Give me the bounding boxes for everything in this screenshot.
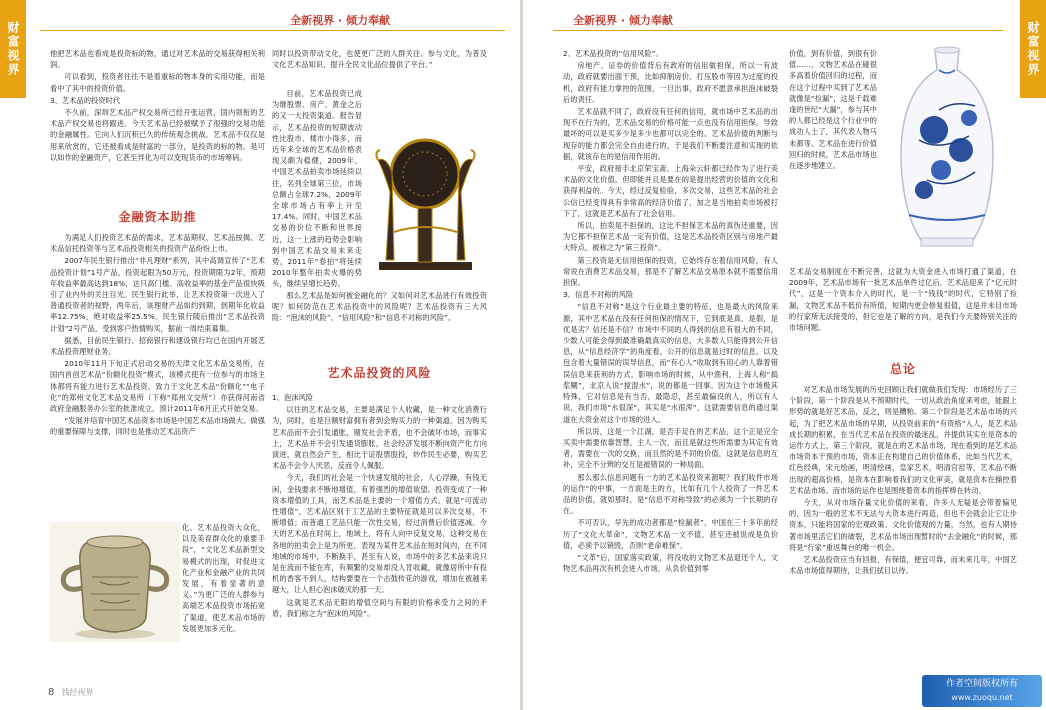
magazine-brand: 钱经视界 <box>61 688 94 697</box>
porcelain-vase-illustration <box>879 40 1015 258</box>
page-number: 8 <box>48 687 55 698</box>
header-band-left: 全新视界 · 倾力奉献 <box>290 14 390 27</box>
subheading: 3、信息不对称的风险 <box>563 290 634 300</box>
left-col1-top <box>50 48 265 180</box>
paragraph: 房地产、证券的价值背后有政府的信用做担保，所以一有波动，政府就要出面干预，比如抑制房价、打压股市等因为过度的投机，政府有能力掌控的范围，一旦出事，政府不愿意承担泡沫破裂后的责任。 <box>563 61 778 104</box>
right-page <box>523 0 1046 710</box>
paragraph: 不久前，深圳艺术品产权交易所已经开张运营，国内领衔的艺术品产权交易也将跟进。今天艺术品已经被赋予了很强的交易功能的金融属性。它向人们沉积已久的传统观念挑战，艺术品不仅仅是用来欣赏的，它还被看成是财富的一部分，是投资的标的物。是可以如作的金融资产，它甚至异化为可以变现货币的市场筹码。 <box>50 108 265 162</box>
right-col1 <box>563 48 778 684</box>
paragraph: 那么艺术品是如何被金融化的？又如何对艺术品进行有效投资呢？如何防范在艺术品投资中的风险呢？艺术品投资有三大风险：“泡沫的风险”、“信用风险”和“信息不对称的风险”。 <box>272 291 487 323</box>
section-title-financial-capital: 金融资本助推 <box>118 210 197 224</box>
paragraph: 2010年11月下旬正式启动交易的天津文化艺术品交易所，在国内首创艺术品“份额化投资”模式，该模式使有一位参与的市场主体都将有能力进行艺术品投资，致力于文化艺术品“份额化”“电子化”的郑州文化艺术品交易所（下称“郑州文交所”）亦获得河南省政府金融服务办公室的批准成立，预计2011年6月正式开始交易。 <box>50 359 265 414</box>
paragraph: 今天，我们的社会是一个快速发展的社会，人心浮躁，有钱无闲，金钱要求不断地增值，有着强烈的增值欲望。投资变成了一种资本增值的工具，而艺术品是主要的一个增值方式。就是“可流动性增值”，艺术品区别于工艺品的主要特征就是可以多次交易，不断增值；而普通工艺品只能一次性交易，经过消费后价值逐减。今天的艺术品在时间上，地域上，将有人向中反复交易，这种交易在各地的拍卖会上是为所更，表现为某件艺术品在短时间内，在不同地域的市场中，不断换手，甚至有人说，市场中的多艺术品来说只是在流而不能在库，有频繁的交易却没人肯收藏，就像居所中有投机的香客不到人，结构要要在一个击鼓传花的游戏，增加在被越来越大，让人担心泡沫破灭的那一天。 <box>272 473 487 595</box>
left-col1-mid <box>50 232 265 520</box>
left-col1-wrap <box>182 522 265 640</box>
porcelain-vase-image <box>879 40 1015 258</box>
paragraph: 那么那么信息问题有一方的艺术品投资来源呢？我们收件市场的运作“的中事，一方面是主的方，比如有几个人投资了一件艺术品的价值，就如那时，是“信息不对称导致”的必须为一个长期的存在。 <box>563 472 778 516</box>
right-col2-full <box>789 266 1017 352</box>
header-rule-right <box>553 30 1003 31</box>
left-col2-top-c <box>272 290 487 356</box>
jade-vessel-image <box>50 522 180 642</box>
paragraph: 价值，到有价值，到很有价值……，文物艺术品在碰很多高着价值回归的过程，而在这个过程中买到了艺术品就像是“捡漏”，这是千载难逢的世纪“大漏”，参与其中的人都已经是这个行业中的成功人士了，其代表人物马未都等。艺术品在进行价值回归的时候，艺术品市场也在逐步地建立。 <box>789 49 877 171</box>
paragraph: 艺术品交易制度在不断完善，这就为大资金进入市场打通了渠道，在2009年，艺术品市场有一批艺术品单件过亿后，艺术品迎来了“亿元时代”，这是一个资本介入的时代，是一个“钱钱”的时代，它特别了捡漏，文物艺术品不低价有所值，短期内更会修复很值，这是并未目市场的行家所无法接受的，但它也是了解的方向，是我们今天要特别关注的市场问题。 <box>789 267 1017 333</box>
paragraph: 对艺术品市场发展的历史回顾让我们就做我们发现：市场经历了三个阶段，第一个阶段是从不预期时代，一切从政治角度来考虑，能跟上形势的就是好艺术品，反之，则是糟粕。第二个阶段是艺术品市场的兴起，为了把艺术品市场的早期，从投资前来的“有资格”入人，是艺术品成长期的积累，在当代艺术品在投资的最迷乱，并提供其实在是资本的运作方式上，第三个阶段，就是在的艺术品市场，现在看到的是艺术品市场资本干预的市场，资本正在构建自己的价值体系，比如当代艺术，红色经典，宋元绘画，明清绘画，皇家艺术，明清官窑等，艺术品不断出现的超高价格，是资本在影响着我们的文化审美，就是资本在操控着艺术品市场。而市场的运作也是围绕着资本的指挥棒在转动。 <box>789 385 1017 495</box>
paragraph: 以往的艺术品交易，主要是满足个人收藏，是一种文化消费行为，同时，也是巨额财富拥有者到会购买力的一种渠道。因为购买艺术品而不会引发通胀，赌发社会矛盾，也不会破坏市场，而事实上，艺术品并不会引发通货膨胀，社会经济发展不断向资产化方向演进，就自然会产生，相比于证股票股投，炒作民生必要，购买艺术品不会令人厌恶，反而令人佩服。 <box>272 405 487 471</box>
paragraph: 可以看到，投资者往往不是着重标的物本身的实用功能，而是看中了其中的投资价值。 <box>50 72 265 93</box>
subheading: 1、泡沫风险 <box>272 393 314 402</box>
paragraph: 化、艺术品投资大众化，以及美育群众化的重要手段”，“文化艺术品新型交易模式的出现，对促进文化产业和金融产业的共同发展，有着显著的意义。”为更广泛的人群参与高端艺术品投资市场拓宽了渠道，使艺术品市场的发展更加多元化。 <box>182 523 265 633</box>
page-number-left <box>48 687 94 698</box>
side-tab-right: 财富视界 <box>1020 0 1046 98</box>
paragraph: 这就是艺术品无限的增值空间与有限的价格承受力之间的矛盾，我们称之为“泡沫的风险”。 <box>272 597 487 618</box>
section-title-conclusion: 总论 <box>889 362 916 376</box>
bird-stand-illustration <box>364 112 487 282</box>
paragraph: “信息不对称”是这个行业最主要的特征，也是最大的风险来源，其中艺术品在没有任何担保的情况下，它到底是真、是假，是优是劣？信还是不信？市场中不同的人得到的信息有很大的不同，少数人可能会得到最准确最真实的信息，大多数人只能得到公开信息，从“信息经济学”的角度看，公开的信息就是过时的信息，以及包含着大量错误的误导信息，而“有心人”收取到有用心的人靠着错误信息来获利的方式，影响市场的时候，从中渔利，上海人称“捣浆糊”，北京人说“搅混水”，说的都是一回事。因为这个市场极其特殊，它对信息是有当否，最隐忍，甚至最偏没的人，所以有人说，我们市场“水很深”，其实是“水很浑”，这就需要信息的通过渠道在大资金对这个市场的进入。 <box>563 302 778 424</box>
paragraph: 所以说，这是一个江湖，是否手足在的艺术品，这个正是完全买卖中需要依靠智慧，主人一次，而且是就这些所需要为其定有效者，需要在一次的交换，而且然的是不同的价值，这就是信息的互补，完全不分辨的交互是被错误的一种局面。 <box>563 426 778 470</box>
side-tab-left: 财富视界 <box>0 0 26 98</box>
paragraph: 为满足人们投资艺术品的需求，艺术品期权、艺术品按揭、艺术品信托投资等与艺术品投资相关的投资产品纷纷上市。 <box>50 233 265 254</box>
paragraph: “发展并培育中国艺术品资本市场是中国艺术品市场做大、做强的重要保障与支撑，同时也是推动艺术品资产 <box>50 416 265 437</box>
site-watermark <box>922 675 1042 707</box>
paragraph: “文革”后，国家落实政策，将没收的文物艺术品退还个人，文物艺术品再次有机会进入市场，从负价值到零 <box>563 552 778 574</box>
paragraph: 艺术品就不同了，政府没有任何的信用，就市场中艺术品的出现不在行为的，艺术品交易的价格可能一点也没有信用担保，导致最坏的可以是买多少是多少也都可以完全的。艺术品价值的判断与现存的能力都会完全自由进行的，于是我们不断要注意和实现的依据，就该存在的是信用作用的。 <box>563 107 778 161</box>
paragraph: 目前，艺术品投资已成为继股票、房产、黄金之后的又一大投资渠道。报告显示，艺术品投资的短期波动性比股市、楼市小得多，而近年来全球的艺术品价格表现又颇为稳健，2009年，中国艺术品拍卖市场延续以往，名列全球第三位，市场总额占全球7.2%，2009年全球市场占有率上升至17.4%。同时，中国艺术品交易的价位不断和世界接近，这一上涨的趋势会影响到中国艺术品交易未来走势，2011年“春拍”将延续2010年整年拍卖火爆的势头，继续呈增长趋势。 <box>272 89 362 288</box>
subheading: 2、艺术品投资的“信用风险”。 <box>563 49 663 58</box>
paragraph: 同时以投资带动文化，也使更广泛的人群关注、参与文化，为普及文化艺术品知识、提升全民文化品位提供了平台。” <box>272 49 487 70</box>
right-col2-wrap <box>789 48 877 266</box>
subheading: 3、艺术品的投资时代 <box>50 95 121 105</box>
header-rule-left <box>40 30 505 31</box>
paragraph: 据悉，目前民生银行、招商银行和建设银行均已在国内开展艺术品投资理财业务。 <box>50 335 265 357</box>
paragraph: 不可否认，早先的成功者都是“检漏者”，中国在三十多年前经历了“文化大革命”，文物艺术品一文不值，甚至还被说成是负价值，必须予以销毁，否则“老命难保”。 <box>563 518 778 550</box>
bird-stand-artwork-image <box>364 112 487 282</box>
paragraph: 艺术品投资应当有回报，有保值，便宜可靠，而未来几年，中国艺术品市场值得期待，让我们拭目以待。 <box>789 555 1017 576</box>
watermark-url: www.zuoqu.net <box>951 693 1013 702</box>
left-col2-wrap <box>272 88 362 288</box>
paragraph: 今天，从对市场存量文化价值的来看，许多人无疑是会带着偏见的，因为一般的艺术不无法与大资本进行再造，但也不会就会让它让步资本，只能将国家的宏观政策、文化价值观的力量，当然，也有人期待著市场里活它们的破裂，艺术品市场出现暂时的“去金融化”的时候，那将是“行家”重返舞台的唯一机会。 <box>789 498 1017 552</box>
header-band-right: 全新视界 · 倾力奉献 <box>573 14 673 27</box>
paragraph: 平安，政府接手北京荣宝斋、上海朵云轩都已经作为了进行美术品的文化价值，但即能并且是要在的是提出经营的价值的文化和获得利益的。今天，经过反复检验，多次交易，这些艺术品的社会公信已经变得具有非常高的经济价值了，加之是当地拍卖市场被打下了，这就是艺术品有了社会信用。 <box>563 164 778 218</box>
paragraph: 2007年民生银行推出“非凡理财”系列，其中高调宣传了“艺术品投资计划”1号产品，投资起限为50万元，投资期限为2年，预期年收益率最高达到18%，达只高门槛、高收益率的基金产品很快吸引了业内外的关注目光。民生银行此举，让艺术投资第一次进入了普通投资者的视野，两年后，该理财产品如约到期，到期年化收益率12.75%，绝对收益率25.5%。民生银行随后推出“艺术品投资计划”2号产品，受到客户热情购买，据前一周结束募集。 <box>50 256 265 333</box>
paragraph: 第三投资是无信用担保的投资，它始终存在着信用风险，有人常说在消费艺术品交易，那是不了解艺术品交易原本就不需要信用担保。 <box>563 255 778 288</box>
watermark-title: 作者空间版权所有 <box>945 679 1018 689</box>
right-col2-bottom <box>789 384 1017 650</box>
left-page <box>0 0 520 710</box>
paragraph: 他把艺术品也看成是投资标的物，通过对艺术品的交易获得相关利润。 <box>50 49 265 70</box>
paragraph: 所以，拍卖是不担保的，这比不担保艺术品的真伪还重要，因为它都不担保艺术品一定有价值，这是艺术品投资区别与房地产最大特点，被称之为“第三投资”。 <box>563 221 778 253</box>
jade-vessel-illustration <box>50 522 180 642</box>
section-title-investment-risk: 艺术品投资的风险 <box>327 366 432 380</box>
left-col2-bottom <box>272 392 487 686</box>
